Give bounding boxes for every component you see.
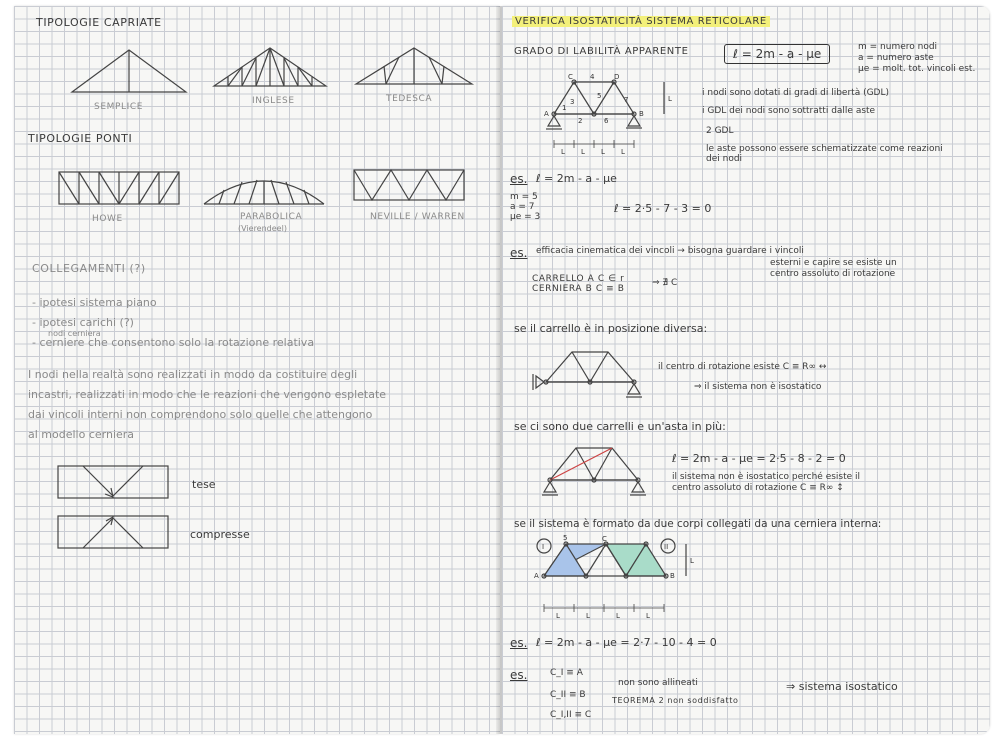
svg-text:D: D: [614, 73, 620, 81]
svg-text:II: II: [664, 543, 669, 551]
es3-formula: ℓ = 2m - a - μe = 2·7 - 10 - 4 = 0: [536, 636, 717, 649]
svg-text:C: C: [568, 73, 573, 81]
due-carrelli-heading: se ci sono due carrelli e un'asta in più:: [514, 420, 726, 433]
tese-label: tese: [192, 478, 216, 491]
due-formula: ℓ = 2m - a - μe = 2·5 - 8 - 2 = 0: [672, 452, 846, 465]
paragraph-line-1: I nodi nella realtà sono realizzati in modo da costituire degli: [28, 368, 358, 381]
paragraph-line-2: incastri, realizzati in modo che le reazioni che vengono espletate: [28, 388, 387, 401]
svg-text:C: C: [602, 535, 607, 543]
es1-label: es.: [510, 172, 528, 186]
paragraph-line-3: dai vincoli interni non comprendono solo quelle che attengono: [28, 408, 373, 421]
legend-a: a = numero aste: [858, 53, 934, 63]
svg-text:5: 5: [597, 92, 602, 100]
title-capriate: TIPOLOGIE CAPRIATE: [36, 16, 162, 29]
capriata-semplice-label: SEMPLICE: [94, 102, 144, 112]
isostatico-result: ⇒ sistema isostatico: [786, 680, 898, 693]
svg-text:L: L: [586, 612, 590, 620]
es1-formula: ℓ = 2m - a - μe: [536, 172, 617, 185]
diverso-note-1: il centro di rotazione esiste C ≡ R∞ ↔: [658, 362, 827, 372]
svg-text:L: L: [668, 95, 672, 103]
right-page: [502, 6, 990, 734]
cerniera-line: CERNIERA B C ≡ B: [532, 284, 625, 294]
left-page: [14, 6, 500, 734]
centro-2: C_II ≡ B: [550, 690, 586, 700]
svg-text:L: L: [616, 612, 620, 620]
carrello-line: CARRELLO A C ∈ r: [532, 274, 625, 284]
compresse-label: compresse: [190, 528, 250, 541]
note-3: 2 GDL: [706, 126, 734, 136]
carrello-diverso-heading: se il carrello è in posizione diversa:: [514, 322, 708, 335]
truss-example-4: [526, 536, 726, 626]
truss-example-3: [540, 444, 660, 504]
svg-text:2: 2: [578, 117, 583, 125]
es1-result: ℓ = 2·5 - 7 - 3 = 0: [614, 202, 712, 215]
svg-text:B: B: [639, 110, 644, 118]
es1-a: a = 7: [510, 202, 535, 212]
ipotesi-1: - ipotesi sistema piano: [32, 296, 157, 309]
note-5: dei nodi: [706, 154, 743, 164]
svg-text:3: 3: [570, 98, 575, 106]
note-4: le aste possono essere schematizzate come reazioni: [706, 144, 943, 154]
grado-heading: GRADO DI LABILITÀ APPARENTE: [514, 46, 689, 57]
es2-text-3: centro assoluto di rotazione: [770, 269, 896, 279]
svg-text:L: L: [646, 612, 650, 620]
capriata-inglese-label: INGLESE: [252, 96, 295, 106]
es1-m: m = 5: [510, 192, 538, 202]
title-ponti: TIPOLOGIE PONTI: [28, 132, 133, 145]
tese-compresse-sketches: [58, 466, 178, 556]
teorema-note: TEOREMA 2 non soddisfatto: [612, 696, 739, 705]
svg-text:7: 7: [624, 96, 629, 104]
es3-label: es.: [510, 636, 528, 650]
legend-mue: μe = molt. tot. vincoli est.: [858, 64, 976, 74]
es2-text-2: esterni e capire se esiste un: [770, 258, 897, 268]
svg-text:1: 1: [562, 104, 567, 112]
due-note-1: il sistema non è isostatico perché esiste il: [672, 472, 861, 482]
svg-text:6: 6: [604, 117, 609, 125]
formula-box: ℓ = 2m - a - μe: [724, 44, 830, 64]
svg-text:I: I: [542, 543, 545, 551]
ipotesi-2: - ipotesi carichi (?): [32, 316, 134, 329]
ponte-parabolica-sub: (Vierendeel): [238, 224, 287, 233]
svg-text:L: L: [561, 148, 565, 156]
note-2: i GDL dei nodi sono sottratti dalle aste: [702, 106, 876, 116]
svg-text:L: L: [690, 557, 694, 565]
implies-no-center: ⇒ ∄ C: [652, 278, 678, 288]
svg-text:4: 4: [590, 73, 595, 81]
centro-12: C_I,II ≡ C: [550, 710, 592, 720]
ponte-warren-label: NEVILLE / WARREN: [370, 212, 465, 222]
svg-text:L: L: [556, 612, 560, 620]
truss-example-1: [540, 74, 690, 164]
es2-label: es.: [510, 246, 528, 260]
ipotesi-4: - cerniere che consentono solo la rotazione relativa: [32, 336, 315, 349]
svg-text:B: B: [670, 572, 675, 580]
non-allineati: non sono allineati: [618, 678, 698, 688]
ponte-howe-label: HOWE: [92, 214, 123, 224]
svg-text:5: 5: [563, 534, 568, 542]
note-1: i nodi sono dotati di gradi di libertà (GDL): [702, 88, 890, 98]
svg-text:L: L: [621, 148, 625, 156]
truss-example-2: [536, 346, 656, 406]
centro-1: C_I ≡ A: [550, 668, 583, 678]
capriata-tedesca-label: TEDESCA: [386, 94, 433, 104]
due-note-2: centro assoluto di rotazione C ≡ R∞ ↕: [672, 483, 844, 493]
collegamenti-heading: COLLEGAMENTI (?): [32, 262, 146, 275]
right-title: VERIFICA ISOSTATICITÀ SISTEMA RETICOLARE: [512, 16, 770, 27]
legend-m: m = numero nodi: [858, 42, 938, 52]
due-corpi-heading: se il sistema è formato da due corpi collegati da una cerniera interna:: [514, 518, 882, 530]
diverso-note-2: ⇒ il sistema non è isostatico: [694, 382, 822, 392]
svg-text:A: A: [534, 572, 539, 580]
paragraph-line-4: al modello cerniera: [28, 428, 135, 441]
svg-text:L: L: [601, 148, 605, 156]
svg-text:A: A: [544, 110, 549, 118]
es1-mue: μe = 3: [510, 212, 541, 222]
es4-label: es.: [510, 668, 528, 682]
es2-text: efficacia cinematica dei vincoli → bisogna guardare i vincoli: [536, 246, 804, 256]
ponte-parabolica-label: PARABOLICA: [240, 212, 303, 222]
svg-text:L: L: [581, 148, 585, 156]
ipotesi-3: nodi cerniera: [48, 329, 101, 338]
ponti-sketches: [54, 164, 474, 214]
